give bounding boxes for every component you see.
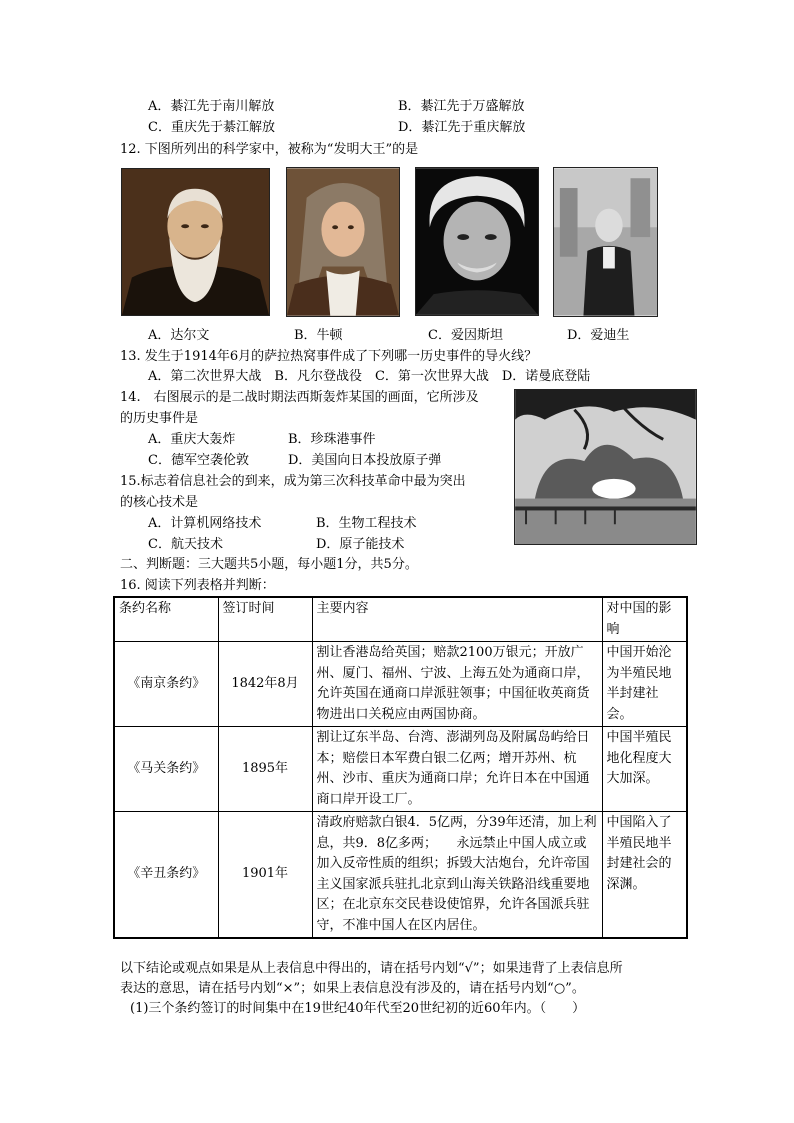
q14-stem-line1: 14. 右图展示的是二战时期法西斯轰炸某国的画面，它所涉及 — [120, 390, 479, 405]
treaty-impact: 中国陷入了半殖民地半封建社会的深渊。 — [602, 812, 687, 939]
treaty-table — [113, 596, 688, 939]
edison-photo — [553, 167, 658, 317]
treaty-impact: 中国半殖民地化程度大大加深。 — [602, 727, 687, 812]
q15-option-a: A．计算机网络技术 — [148, 516, 262, 531]
q14-stem-line2: 的历史事件是 — [120, 411, 199, 426]
q11-option-c: C．重庆先于綦江解放 — [148, 120, 275, 135]
treaty-time: 1842年8月 — [218, 642, 312, 727]
q11-option-d: D．綦江先于重庆解放 — [398, 120, 526, 135]
q11-option-b: B．綦江先于万盛解放 — [398, 99, 525, 114]
treaty-content: 割让香港岛给英国；赔款2100万银元；开放广州、厦门、福州、宁波、上海五处为通商口岸，允许英国在通商口岸派驻领事；中国征收英商货物进出口关税应由两国协商。 — [312, 642, 602, 727]
statement-1: (1)三个条约签订的时间集中在19世纪40年代至20世纪初的近60年内。（ ） — [130, 1001, 586, 1016]
header-impact: 对中国的影响 — [602, 597, 687, 642]
q15-stem-line1: 15.标志着信息社会的到来，成为第三次科技革命中最为突出 — [120, 474, 466, 489]
q15-option-d: D．原子能技术 — [316, 537, 405, 552]
q12-option-a: A．达尔文 — [148, 328, 210, 343]
einstein-photo — [415, 167, 539, 316]
q13-stem: 13. 发生于1914年6月的萨拉热窝事件成了下列哪一历史事件的导火线？ — [120, 349, 538, 364]
q12-stem: 12. 下图所列出的科学家中，被称为“发明大王”的是 — [120, 142, 419, 157]
table-row — [114, 727, 687, 812]
q12-option-d: D．爱迪生 — [567, 328, 630, 343]
treaty-time: 1901年 — [218, 812, 312, 939]
treaty-name: 《辛丑条约》 — [114, 812, 218, 939]
q15-option-c: C．航天技术 — [148, 537, 223, 552]
treaty-name: 《南京条约》 — [114, 642, 218, 727]
q12-option-b: B．牛顿 — [294, 328, 343, 343]
treaty-content: 割让辽东半岛、台湾、澎湖列岛及附属岛屿给日本；赔偿日本军费白银二亿两；增开苏州、杭州、沙市、重庆为通商口岸；允许日本在中国通商口岸开设工厂。 — [312, 727, 602, 812]
instruction-line1: 以下结论或观点如果是从上表信息中得出的，请在括号内划“√”；如果违背了上表信息所 — [120, 961, 623, 976]
instruction-line2: 表达的意思，请在括号内划“×”；如果上表信息没有涉及的，请在括号内划“○”。 — [120, 981, 585, 996]
table-row — [114, 642, 687, 727]
q14-option-a: A．重庆大轰炸 — [148, 432, 236, 447]
q14-option-c: C．德军空袭伦敦 — [148, 453, 249, 468]
header-sign-time: 签订时间 — [218, 597, 312, 642]
treaty-content: 清政府赔款白银4．5亿两，分39年还清，加上利息，共9．8亿多两； 永远禁止中国人成立或加入反帝性质的组织；拆毁大沽炮台，允许帝国主义国家派兵驻扎北京到山海关铁路沿线重要地区；在北京东交民巷设使馆界，允许各国派兵驻守，不准中国人在区内居住。 — [312, 812, 602, 939]
header-main-content: 主要内容 — [312, 597, 602, 642]
q13-options: A．第二次世界大战 B．凡尔登战役 C．第一次世界大战 D．诺曼底登陆 — [148, 369, 591, 384]
treaty-time: 1895年 — [218, 727, 312, 812]
q16-stem: 16. 阅读下列表格并判断： — [120, 578, 275, 593]
bombing-photo — [514, 389, 697, 545]
newton-photo — [286, 167, 400, 317]
section-2-heading: 二、判断题：三大题共5小题，每小题1分，共5分。 — [120, 557, 418, 572]
header-treaty-name: 条约名称 — [114, 597, 218, 642]
treaty-impact: 中国开始沦为半殖民地半封建社会。 — [602, 642, 687, 727]
q11-option-a: A．綦江先于南川解放 — [148, 99, 275, 114]
q12-option-c: C．爱因斯坦 — [428, 328, 503, 343]
table-row — [114, 812, 687, 939]
darwin-photo — [121, 168, 270, 316]
table-header-row — [114, 597, 687, 642]
treaty-name: 《马关条约》 — [114, 727, 218, 812]
q14-option-d: D．美国向日本投放原子弹 — [288, 453, 442, 468]
q15-stem-line2: 的核心技术是 — [120, 495, 199, 510]
q14-option-b: B．珍珠港事件 — [288, 432, 376, 447]
q15-option-b: B．生物工程技术 — [316, 516, 417, 531]
